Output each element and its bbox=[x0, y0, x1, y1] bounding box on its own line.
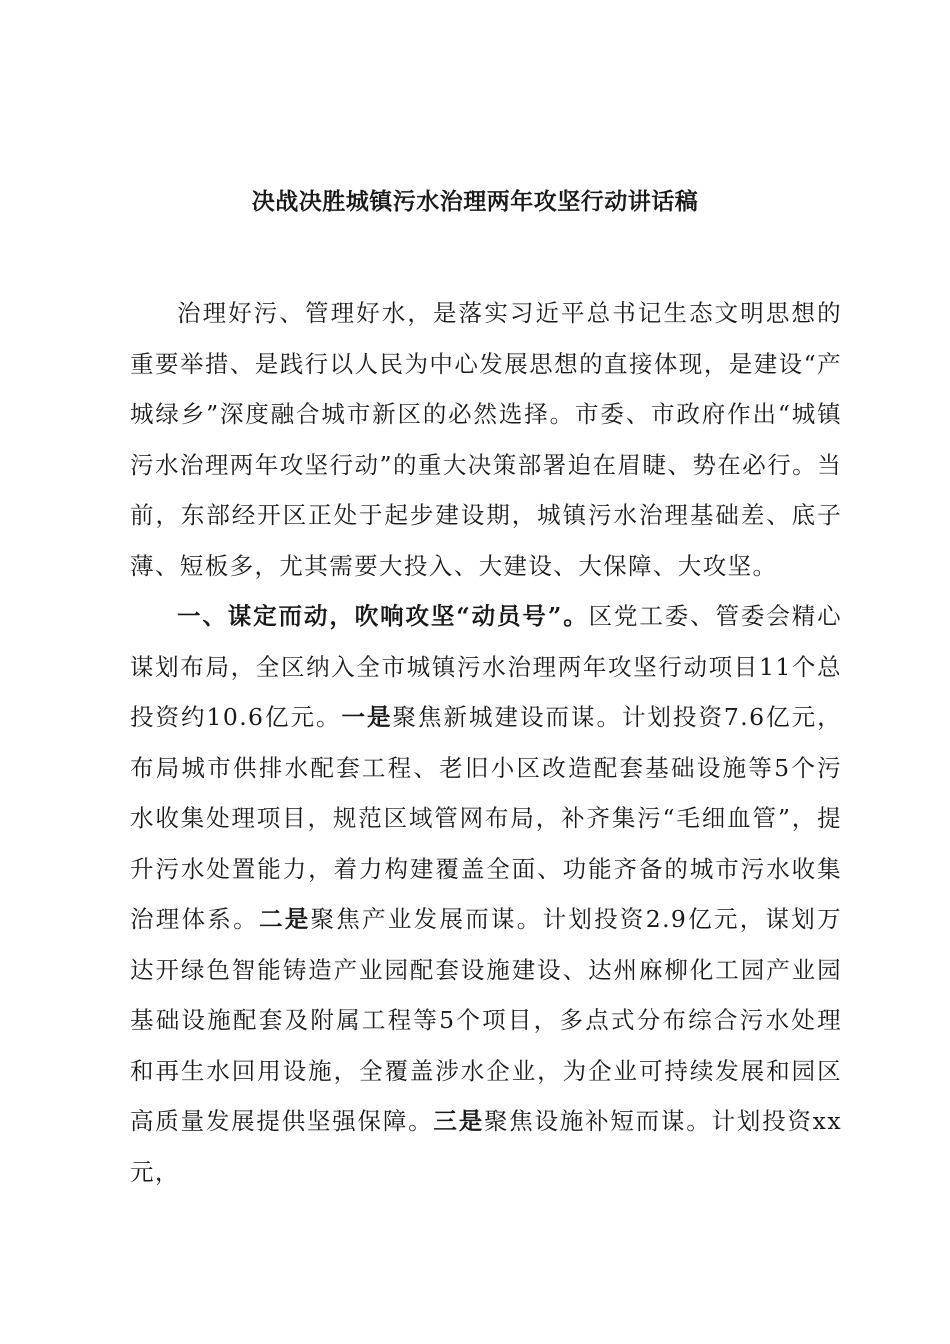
section-1-text: 区党工委、管委会精心谋划布局，全区纳入全市城镇污水治理两年攻坚行动项目11个总投资约10.6亿元。 bbox=[130, 602, 842, 731]
document-title: 决战决胜城镇污水治理两年攻坚行动讲话稿 bbox=[251, 188, 699, 215]
document-body bbox=[130, 288, 842, 1197]
section-1-label-1: 一是 bbox=[341, 703, 393, 731]
intro-paragraph: 治理好污、管理好水，是落实习近平总书记生态文明思想的重要举措、是践行以人民为中心发展思想的直接体现，是建设“产城绿乡”深度融合城市新区的必然选择。市委、市政府作出“城镇污水治理两年攻坚行动”的重大决策部署迫在眉睫、势在必行。当前，东部经开区正处于起步建设期，城镇污水治理基础差、底子薄、短板多，尤其需要大投入、大建设、大保障、大攻坚。 bbox=[130, 299, 842, 580]
section-1-label-3: 三是 bbox=[433, 1107, 484, 1135]
section-1-point-1: 聚焦新城建设而谋。计划投资7.6亿元，布局城市供排水配套工程、老旧小区改造配套基础设施等5个污水收集处理项目，规范区域管网布局，补齐集污“毛细血管”，提升污水处置能力，着力构建覆盖全面、功能齐备的城市污水收集治理体系。 bbox=[130, 703, 842, 933]
section-1-point-3: 聚焦设施补短而谋。计划投资xx元， bbox=[130, 1107, 842, 1186]
section-1-heading: 一、谋定而动，吹响攻坚“动员号”。 bbox=[177, 602, 589, 630]
section-1-label-2: 二是 bbox=[258, 905, 311, 933]
section-1-paragraph bbox=[130, 591, 842, 1197]
section-1-point-2: 聚焦产业发展而谋。计划投资2.9亿元，谋划万达开绿色智能铸造产业园配套设施建设、达州麻柳化工园产业园基础设施配套及附属工程等5个项目，多点式分布综合污水处理和再生水回用设施，全覆盖涉水企业，为企业可持续发展和园区高质量发展提供坚强保障。 bbox=[130, 905, 842, 1135]
